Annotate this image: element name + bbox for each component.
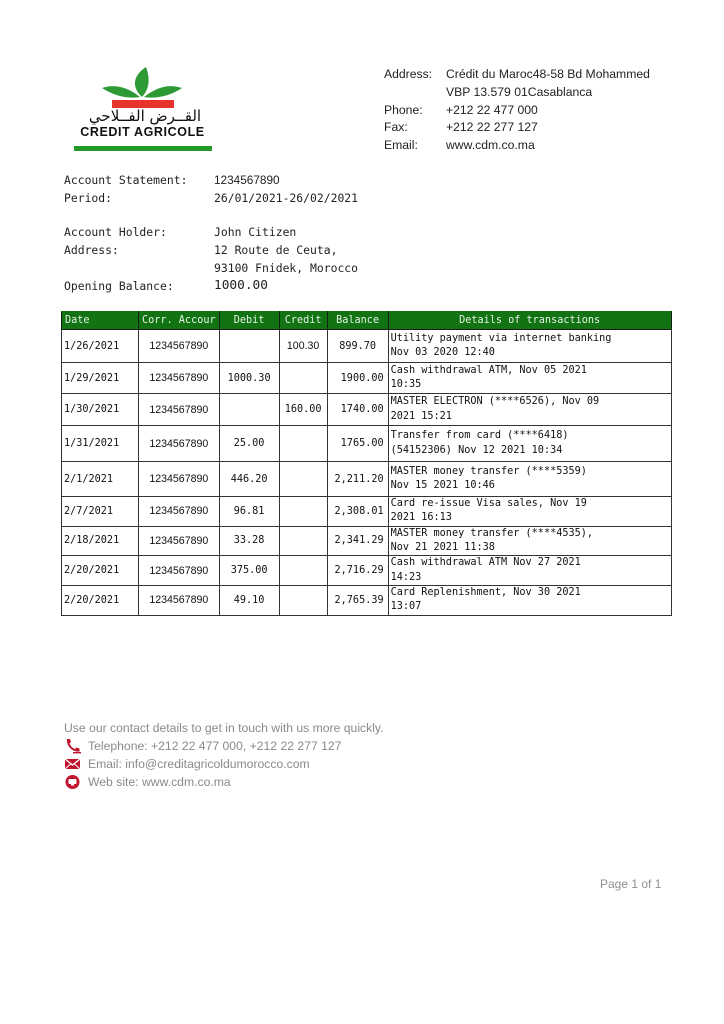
cell-account: 1234567890 bbox=[139, 394, 220, 426]
bank-phone-row bbox=[384, 102, 650, 120]
cell-balance: 1900.00 bbox=[327, 363, 388, 394]
details-line-2: 2021 15:21 bbox=[390, 410, 452, 422]
cell-balance: 2,211.20 bbox=[327, 462, 388, 497]
account-statement-value: 1234567890 bbox=[214, 173, 280, 187]
address-line-1: 12 Route de Ceuta, bbox=[214, 243, 338, 257]
bank-address-row bbox=[384, 66, 650, 84]
opening-balance-row bbox=[64, 277, 358, 295]
footer-email-text: Email: info@creditagricoldumorocco.com bbox=[88, 757, 310, 771]
cell-debit: 96.81 bbox=[219, 497, 279, 527]
phone-icon bbox=[64, 738, 82, 754]
bank-fax-row bbox=[384, 119, 650, 137]
cell-credit bbox=[279, 586, 327, 616]
details-line-2: 14:23 bbox=[390, 571, 422, 583]
cell-credit: 160.00 bbox=[279, 394, 327, 426]
details-line-2: 13:07 bbox=[390, 601, 422, 613]
bank-phone-value: +212 22 477 000 bbox=[446, 102, 538, 117]
period-label: Period: bbox=[64, 191, 113, 205]
column-header-balance: Balance bbox=[327, 312, 388, 330]
cell-credit bbox=[279, 462, 327, 497]
cell-credit bbox=[279, 426, 327, 462]
cell-debit: 49.10 bbox=[219, 586, 279, 616]
page-indicator: Page 1 of 1 bbox=[600, 877, 662, 891]
transactions-table bbox=[61, 311, 672, 616]
cell-debit: 1000.30 bbox=[219, 363, 279, 394]
table-row bbox=[62, 330, 672, 363]
bank-email-label: Email: bbox=[384, 138, 418, 153]
cell-balance: 2,765.39 bbox=[327, 586, 388, 616]
cell-balance: 2,341.29 bbox=[327, 526, 388, 556]
cell-debit: 25.00 bbox=[219, 426, 279, 462]
details-line-2: Nov 15 2021 10:46 bbox=[390, 480, 495, 491]
column-header-date: Date bbox=[62, 312, 139, 330]
bank-fax-value: +212 22 277 127 bbox=[446, 120, 538, 135]
details-line-1: Card re-issue Visa sales, Nov 19 bbox=[390, 498, 587, 509]
cell-date: 2/1/2021 bbox=[62, 462, 139, 497]
cell-account: 1234567890 bbox=[139, 462, 220, 497]
cell-balance: 1740.00 bbox=[327, 394, 388, 426]
bank-contact-block bbox=[384, 66, 650, 155]
cell-account: 1234567890 bbox=[139, 363, 220, 394]
cell-debit: 446.20 bbox=[219, 462, 279, 497]
cell-balance: 2,308.01 bbox=[327, 497, 388, 527]
details-line-1: Cash withdrawal ATM, Nov 05 2021 bbox=[390, 364, 587, 376]
cell-balance: 2,716.29 bbox=[327, 556, 388, 586]
opening-balance-label: Opening Balance: bbox=[64, 279, 174, 293]
holder-info bbox=[64, 223, 358, 295]
details-line-2: (54152306) Nov 12 2021 10:34 bbox=[390, 444, 563, 456]
cell-details bbox=[388, 363, 671, 394]
column-header-credit: Credit bbox=[279, 312, 327, 330]
address-label: Address: bbox=[64, 243, 119, 257]
cell-details bbox=[388, 426, 671, 462]
bank-phone-label: Phone: bbox=[384, 102, 423, 117]
bank-fax-label: Fax: bbox=[384, 120, 408, 135]
address-row bbox=[64, 241, 358, 259]
logo-green-bar bbox=[74, 146, 212, 151]
cell-account: 1234567890 bbox=[139, 526, 220, 556]
footer-intro: Use our contact details to get in touch with us more quickly. bbox=[64, 721, 384, 735]
details-line-1: MASTER ELECTRON (****6526), Nov 09 bbox=[390, 396, 600, 408]
table-header-row bbox=[62, 312, 672, 330]
details-line-1: Card Replenishment, Nov 30 2021 bbox=[390, 587, 581, 599]
details-line-2: Nov 03 2020 12:40 bbox=[390, 347, 495, 358]
cell-account: 1234567890 bbox=[139, 330, 220, 363]
cell-debit bbox=[219, 330, 279, 363]
cell-account: 1234567890 bbox=[139, 586, 220, 616]
bank-email-value: www.cdm.co.ma bbox=[446, 138, 535, 153]
logo-arabic-name: القــرض الفــلاحي bbox=[88, 107, 202, 125]
details-line-1: Utility payment via internet banking bbox=[390, 332, 612, 344]
bank-address-value: Crédit du Maroc48-58 Bd Mohammed bbox=[446, 67, 650, 81]
cell-details bbox=[388, 394, 671, 426]
details-line-2: Nov 21 2021 11:38 bbox=[390, 541, 495, 553]
account-statement-label: Account Statement: bbox=[64, 173, 188, 187]
table-row bbox=[62, 394, 672, 426]
cell-date: 1/29/2021 bbox=[62, 363, 139, 394]
footer-phone-row bbox=[64, 737, 384, 755]
column-header-corr-account: Corr. Accour bbox=[139, 312, 220, 330]
cell-details bbox=[388, 330, 671, 363]
table-row bbox=[62, 556, 672, 586]
cell-details bbox=[388, 586, 671, 616]
opening-balance-value: 1000.00 bbox=[214, 278, 268, 293]
footer-contact bbox=[64, 719, 384, 791]
footer-phone-text: Telephone: +212 22 477 000, +212 22 277 127 bbox=[88, 739, 342, 753]
table-row bbox=[62, 526, 672, 556]
table-row bbox=[62, 586, 672, 616]
table-row bbox=[62, 497, 672, 527]
statement-info bbox=[64, 171, 358, 207]
holder-label: Account Holder: bbox=[64, 225, 167, 239]
column-header-details: Details of transactions bbox=[388, 312, 671, 330]
cell-balance: 1765.00 bbox=[327, 426, 388, 462]
cell-credit bbox=[279, 556, 327, 586]
cell-credit bbox=[279, 526, 327, 556]
account-statement-row bbox=[64, 171, 358, 189]
cell-date: 2/20/2021 bbox=[62, 586, 139, 616]
cell-debit: 33.28 bbox=[219, 526, 279, 556]
cell-details bbox=[388, 526, 671, 556]
cell-account: 1234567890 bbox=[139, 426, 220, 462]
cell-credit bbox=[279, 497, 327, 527]
table-row bbox=[62, 363, 672, 394]
cell-details bbox=[388, 462, 671, 497]
table-row bbox=[62, 462, 672, 497]
address-row-2 bbox=[64, 259, 358, 277]
footer-web-text: Web site: www.cdm.co.ma bbox=[88, 775, 231, 789]
details-line-1: MASTER money transfer (****4535), bbox=[390, 527, 594, 539]
cell-date: 2/18/2021 bbox=[62, 526, 139, 556]
bank-address-row-2 bbox=[384, 84, 650, 102]
details-line-2: 10:35 bbox=[390, 379, 422, 390]
cell-balance: 899.70 bbox=[327, 330, 388, 363]
cell-date: 1/26/2021 bbox=[62, 330, 139, 363]
cell-credit bbox=[279, 363, 327, 394]
address-line-2: 93100 Fnidek, Morocco bbox=[214, 261, 359, 275]
cell-account: 1234567890 bbox=[139, 556, 220, 586]
details-line-1: Transfer from card (****6418) bbox=[390, 430, 569, 442]
cell-date: 1/31/2021 bbox=[62, 426, 139, 462]
footer-web-row bbox=[64, 773, 384, 791]
web-icon bbox=[64, 774, 82, 790]
holder-value: John Citizen bbox=[214, 225, 297, 239]
bank-logo bbox=[70, 64, 215, 154]
cell-date: 1/30/2021 bbox=[62, 394, 139, 426]
table-row bbox=[62, 426, 672, 462]
footer-email-row bbox=[64, 755, 384, 773]
details-line-2: 2021 16:13 bbox=[390, 512, 452, 524]
cell-details bbox=[388, 556, 671, 586]
column-header-debit: Debit bbox=[219, 312, 279, 330]
details-line-1: Cash withdrawal ATM Nov 27 2021 bbox=[390, 557, 581, 569]
logo-brand-name: CREDIT AGRICOLE bbox=[80, 125, 205, 139]
cell-credit: 100.30 bbox=[279, 330, 327, 363]
cell-details bbox=[388, 497, 671, 527]
period-value: 26/01/2021-26/02/2021 bbox=[214, 191, 359, 205]
bank-email-row bbox=[384, 137, 650, 155]
envelope-icon bbox=[64, 756, 82, 772]
cell-account: 1234567890 bbox=[139, 497, 220, 527]
cell-debit: 375.00 bbox=[219, 556, 279, 586]
period-row bbox=[64, 189, 358, 207]
bank-address-label: Address: bbox=[384, 67, 433, 81]
cell-date: 2/20/2021 bbox=[62, 556, 139, 586]
leaf-icon bbox=[70, 64, 215, 110]
bank-address-label-2 bbox=[384, 84, 446, 102]
cell-date: 2/7/2021 bbox=[62, 497, 139, 527]
bank-address-value-2: VBP 13.579 01Casablanca bbox=[446, 84, 593, 99]
cell-debit bbox=[219, 394, 279, 426]
holder-row bbox=[64, 223, 358, 241]
details-line-1: MASTER money transfer (****5359) bbox=[390, 465, 587, 477]
